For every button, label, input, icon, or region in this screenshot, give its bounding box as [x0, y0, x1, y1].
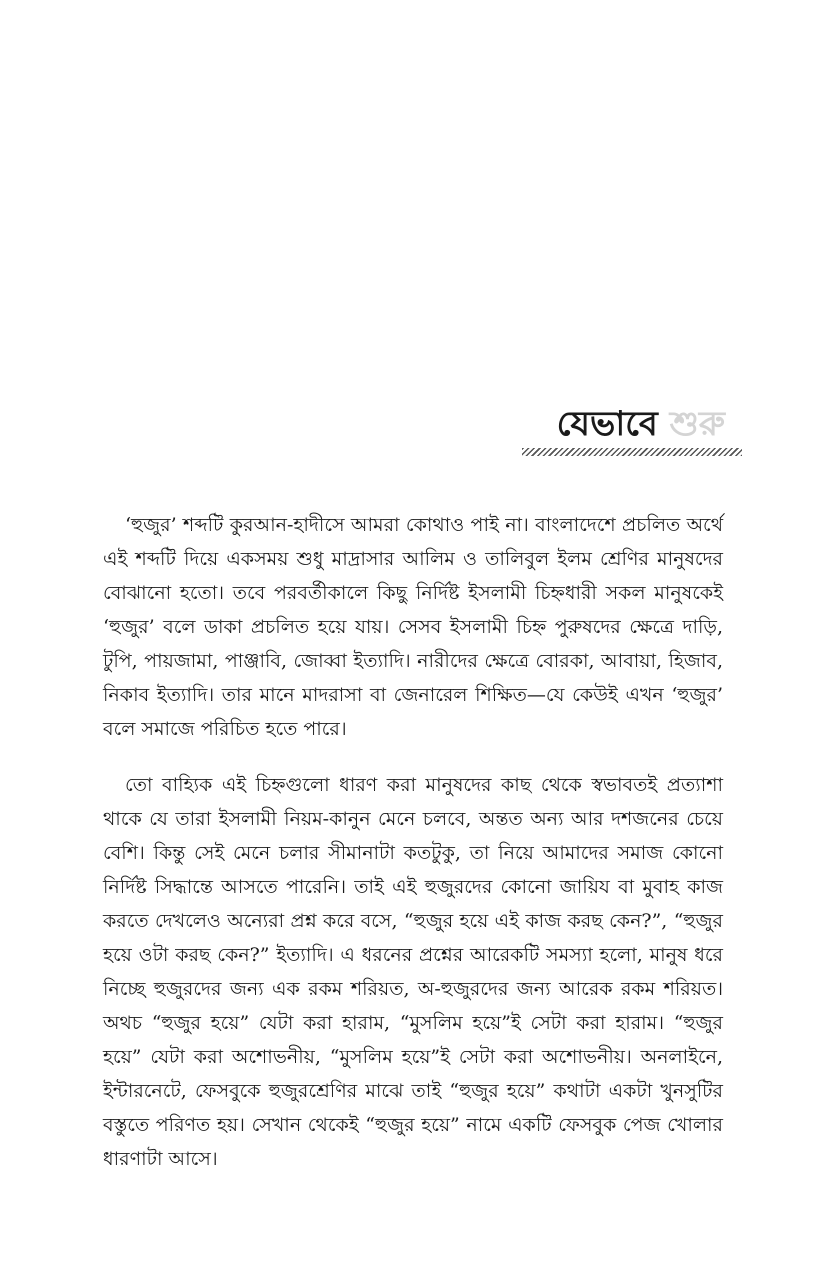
paragraph-1: ‘হুজুর’ শব্দটি কুরআন-হাদীসে আমরা কোথাও পাই না। বাংলাদেশে প্রচলিত অর্থে এই শব্দটি দিয়ে একসময় শুধু মাদ্রাসার আলিম ও তালিবুল ইলম শ্রেণির মানুষদের বোঝানো হতো। তবে পরবর্তীকালে কিছু নির্দিষ্ট ইসলামী চিহ্নধারী সকল মানুষকেই ‘হুজুর’ বলে ডাকা প্রচলিত হয়ে যায়। সেসব ইসলামী চিহ্ন পুরুষদের ক্ষেত্রে দাড়ি, টুপি, পায়জামা, পাঞ্জাবি, জোব্বা ইত্যাদি। নারীদের ক্ষেত্রে বোরকা, আবায়া, হিজাব, নিকাব ইত্যাদি। তার মানে মাদরাসা বা জেনারেল শিক্ষিত—যে কেউই এখন ‘হুজুর’ বলে সমাজে পরিচিত হতে পারে।: [103, 514, 723, 740]
paragraph-2: তো বাহ্যিক এই চিহ্নগুলো ধারণ করা মানুষদের কাছ থেকে স্বভাবতই প্রত্যাশা থাকে যে তারা ইসলামী নিয়ম-কানুন মেনে চলবে, অন্তত অন্য আর দশজনের চেয়ে বেশি। কিন্তু সেই মেনে চলার সীমানাটা কতটুকু, তা নিয়ে আমাদের সমাজ কোনো নির্দিষ্ট সিদ্ধান্তে আসতে পারেনি। তাই এই হুজুরদের কোনো জায়িয বা মুবাহ কাজ করতে দেখলেও অন্যেরা প্রশ্ন করে বসে, “হুজুর হয়ে এই কাজ করছ কেন?”, “হুজুর হয়ে ওটা করছ কেন?” ইত্যাদি। এ ধরনের প্রশ্নের আরেকটি সমস্যা হলো, মানুষ ধরে নিচ্ছে হুজুরদের জন্য এক রকম শরিয়ত, অ-হুজুরদের জন্য আরেক রকম শরিয়ত। অথচ “হুজুর হয়ে” যেটা করা হারাম, “মুসলিম হয়ে”ই সেটা করা হারাম। “হুজুর হয়ে” যেটা করা অশোভনীয়, “মুসলিম হয়ে”ই সেটা করা অশোভনীয়। অনলাইনে, ইন্টারনেটে, ফেসবুকে হুজুরশ্রেণির মাঝে তাই “হুজুর হয়ে” কথাটা একটা খুনসুটির বস্তুতে পরিণত হয়। সেখান থেকেই “হুজুর হয়ে” নামে একটি ফেসবুক পেজ খোলার ধারণাটা আসে।: [103, 774, 723, 1170]
chapter-title-main: যেভাবে: [556, 404, 658, 444]
chapter-body: [103, 508, 723, 1198]
heading-decorative-rule: [522, 448, 742, 456]
chapter-title-faded: শুরু: [669, 404, 725, 444]
chapter-title: [557, 402, 725, 446]
